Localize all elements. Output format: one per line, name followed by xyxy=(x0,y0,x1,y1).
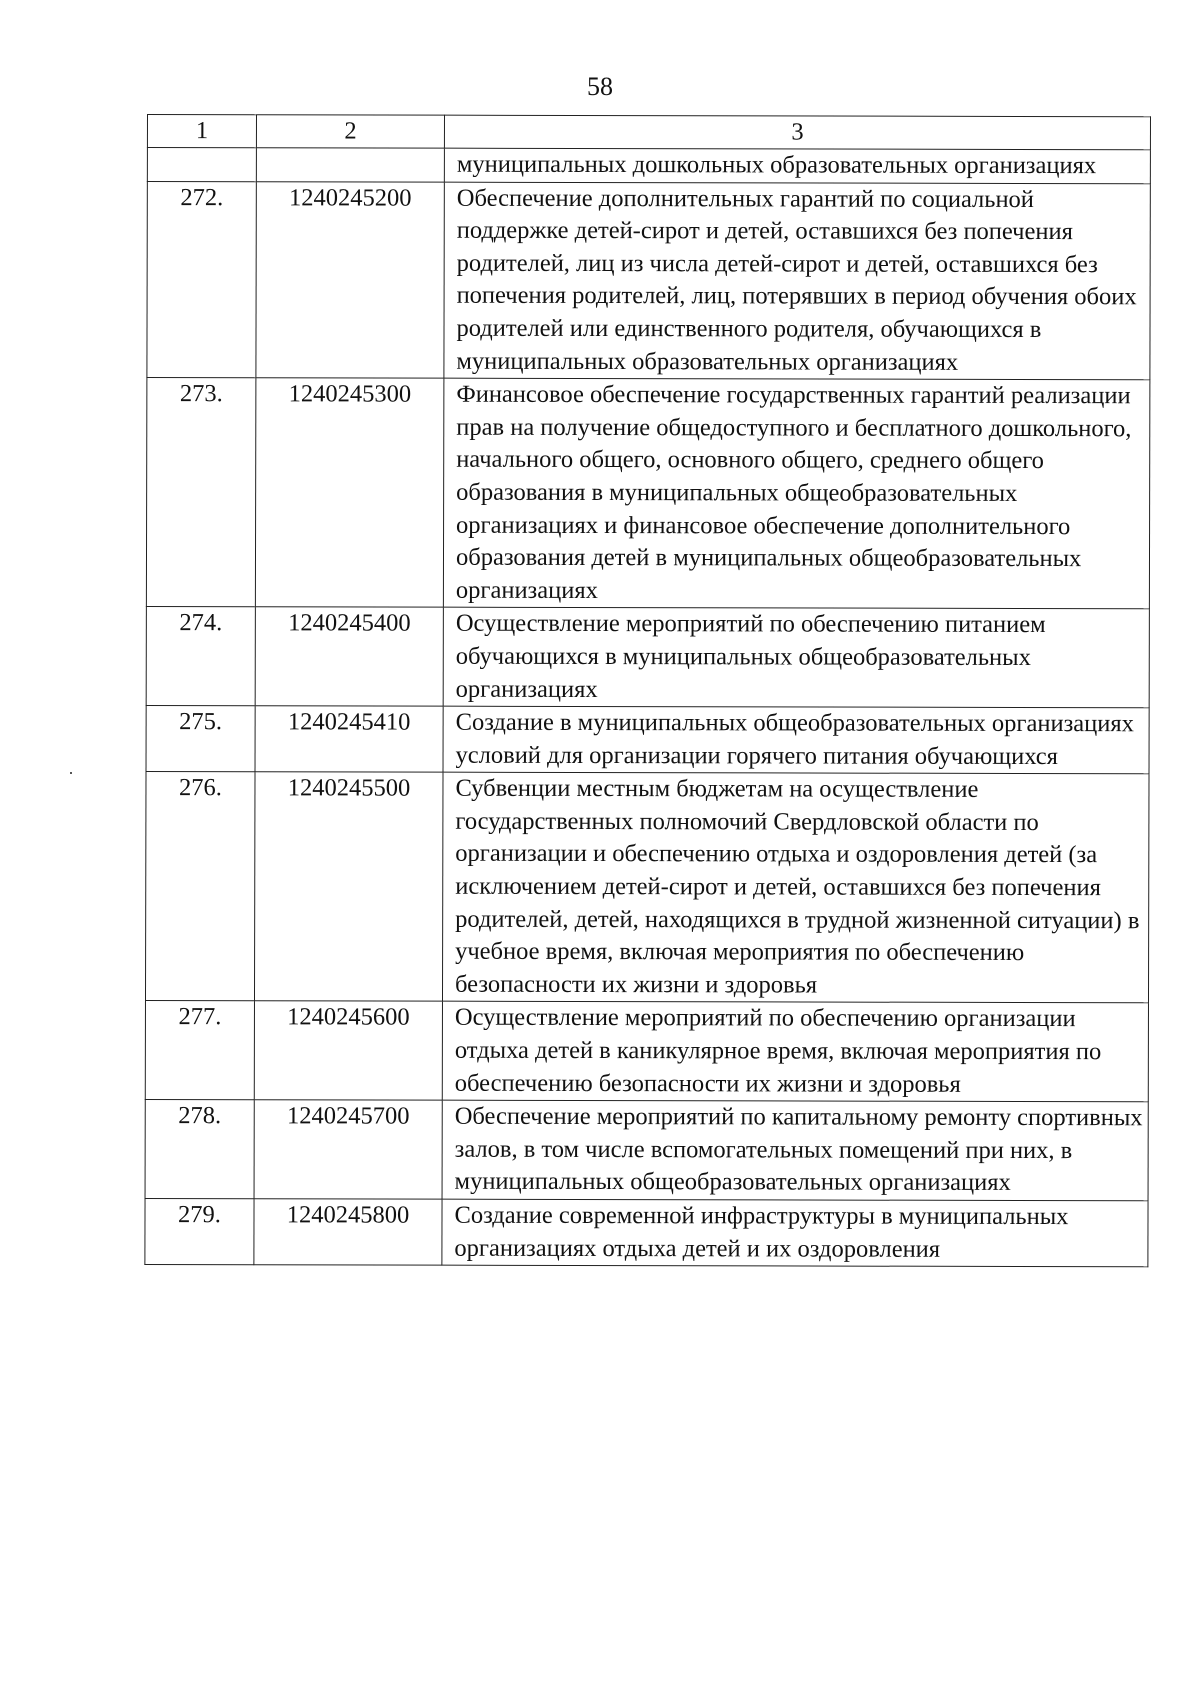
row-code: 1240245700 xyxy=(254,1100,442,1199)
table-row xyxy=(146,706,1149,774)
row-number: 275. xyxy=(146,706,255,772)
page-number: 58 xyxy=(587,72,613,101)
row-description: Обеспечение дополнительных гарантий по социальной поддержке детей-сирот и детей, оставшихся без попечения родителей, лиц из числа детей-сирот и детей, оставшихся без попечения родителей, лиц, потерявших в период обучения обоих родителей или единственного родителя, обучающихся в муниципальных образовательных организациях xyxy=(444,182,1150,380)
column-header-3: 3 xyxy=(444,115,1150,150)
table-row xyxy=(145,1001,1148,1102)
row-number: 277. xyxy=(145,1001,254,1100)
row-description: Субвенции местным бюджетам на осуществление государственных полномочий Свердловской области по организации и обеспечению отдыха и оздоровления детей (за исключением детей-сирот и детей, оставшихся без попечения родителей, детей, находящихся в трудной жизненной ситуации) в учебное время, включая мероприятия по обеспечению безопасности их жизни и здоровья xyxy=(442,772,1149,1003)
row-description: Осуществление мероприятий по обеспечению организации отдыха детей в каникулярное время, включая мероприятия по обеспечению безопасности их жизни и здоровья xyxy=(442,1002,1148,1102)
row-code: 1240245400 xyxy=(255,607,443,706)
row-description: Осуществление мероприятий по обеспечению питанием обучающихся в муниципальных общеобразовательных организациях xyxy=(443,607,1149,707)
row-code xyxy=(256,148,444,182)
row-number: 278. xyxy=(145,1100,254,1199)
table-row xyxy=(145,1100,1148,1201)
table-row xyxy=(145,772,1149,1003)
row-code: 1240245600 xyxy=(254,1001,442,1100)
row-number: 279. xyxy=(145,1198,254,1264)
row-code: 1240245410 xyxy=(255,706,443,773)
budget-classification-table xyxy=(144,114,1151,1267)
row-code: 1240245500 xyxy=(254,772,443,1002)
row-number: 273. xyxy=(146,378,256,607)
row-number xyxy=(147,148,256,182)
row-number: 272. xyxy=(147,181,256,378)
row-description: Создание в муниципальных общеобразовательных организациях условий для организации горячего питания обучающихся xyxy=(443,706,1149,774)
row-number: 276. xyxy=(145,772,255,1001)
row-code: 1240245300 xyxy=(255,378,444,608)
column-header-1: 1 xyxy=(147,115,256,148)
row-description: Обеспечение мероприятий по капитальному ремонту спортивных залов, в том числе вспомогательных помещений при них, в муниципальных общеобразовательных организациях xyxy=(442,1100,1148,1200)
column-header-2: 2 xyxy=(256,115,444,148)
table-row xyxy=(146,378,1150,609)
row-description: Финансовое обеспечение государственных гарантий реализации прав на получение общедоступного и бесплатного дошкольного, начального общего, основного общего, среднего общего образования в муниципальных общеобразовательных организациях и финансовое обеспечение дополнительного образования детей в муниципальных общеобразовательных организациях xyxy=(443,378,1150,609)
row-code: 1240245200 xyxy=(256,181,444,378)
row-code: 1240245800 xyxy=(254,1199,442,1266)
table-header-row xyxy=(147,115,1150,150)
table-row xyxy=(147,181,1150,380)
table-row xyxy=(145,1198,1148,1266)
row-description: Создание современной инфраструктуры в муниципальных организациях отдыха детей и их оздоровления xyxy=(442,1199,1148,1267)
scan-speck xyxy=(70,772,72,774)
row-number: 274. xyxy=(146,607,255,706)
row-description: муниципальных дошкольных образовательных организациях xyxy=(444,148,1150,183)
table-row xyxy=(146,607,1149,708)
table-row xyxy=(147,148,1150,184)
